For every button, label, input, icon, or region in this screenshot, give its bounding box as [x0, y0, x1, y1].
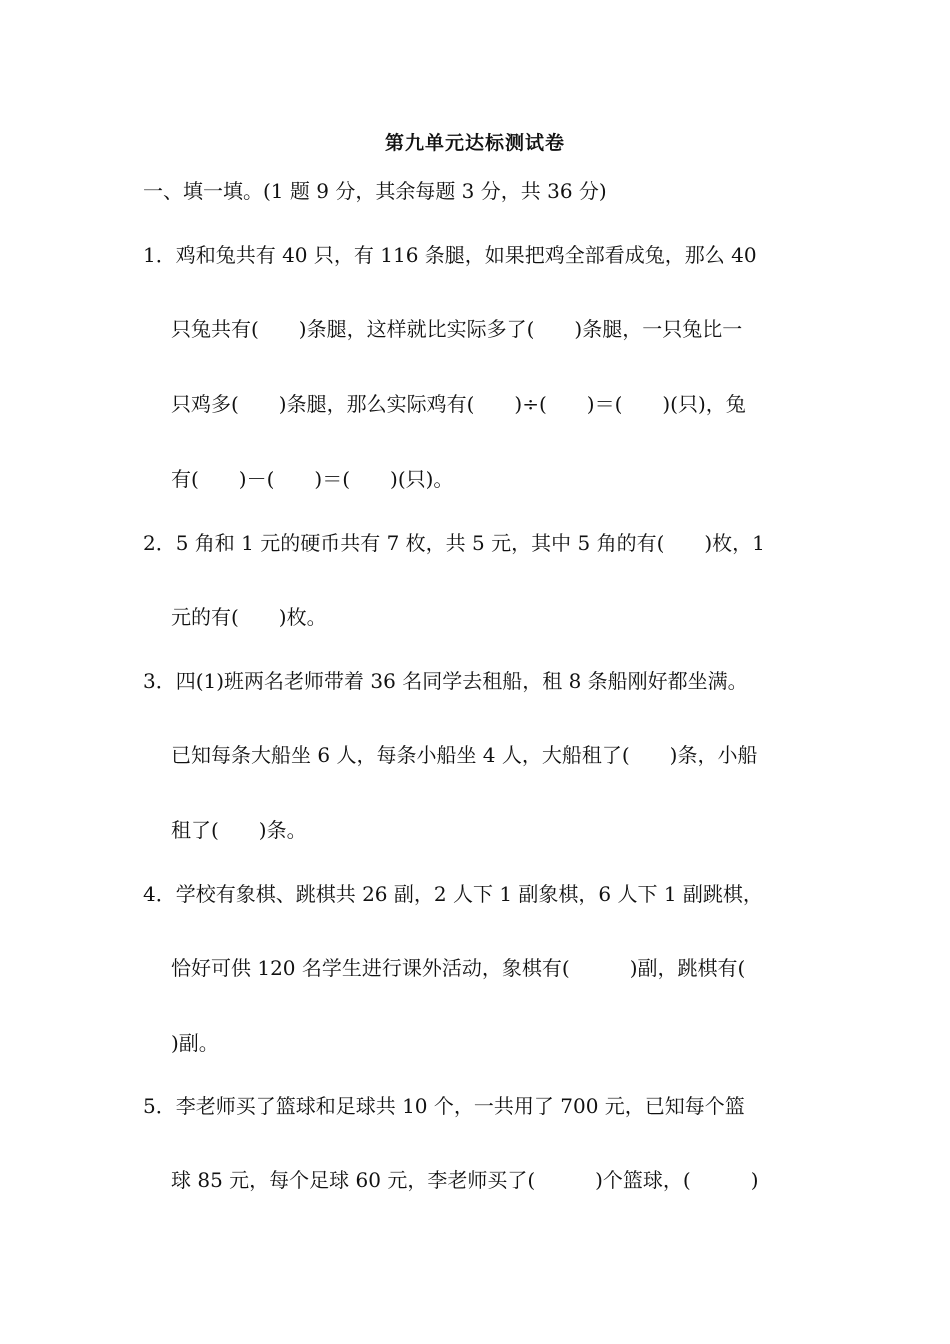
question-3-line-2: 已知每条大船坐 6 人，每条小船坐 4 人，大船租了( )条，小船 [171, 743, 758, 767]
question-1-line-2: 只兔共有( )条腿，这样就比实际多了( )条腿，一只兔比一 [171, 317, 743, 341]
question-4-line-1: 4．学校有象棋、跳棋共 26 副，2 人下 1 副象棋，6 人下 1 副跳棋， [143, 882, 763, 906]
question-3-line-1: 3．四(1)班两名老师带着 36 名同学去租船，租 8 条船刚好都坐满。 [143, 669, 748, 693]
page-title: 第九单元达标测试卷 [384, 132, 565, 154]
question-4-line-2: 恰好可供 120 名学生进行课外活动，象棋有( )副，跳棋有( [171, 956, 746, 980]
question-2-line-2: 元的有( )枚。 [171, 605, 327, 629]
section-heading: 一、填一填。(1 题 9 分，其余每题 3 分，共 36 分) [143, 179, 607, 203]
question-2-line-1: 2．5 角和 1 元的硬币共有 7 枚，共 5 元，其中 5 角的有( )枚，1 [143, 531, 765, 555]
question-1-line-3: 只鸡多( )条腿，那么实际鸡有( )÷( )＝( )(只)，兔 [171, 392, 746, 416]
question-5-line-2: 球 85 元，每个足球 60 元，李老师买了( )个篮球，( ) [171, 1168, 759, 1192]
question-1-line-1: 1．鸡和兔共有 40 只，有 116 条腿，如果把鸡全部看成兔，那么 40 [143, 243, 757, 267]
question-1-line-4: 有( )－( )＝( )(只)。 [171, 467, 454, 491]
question-3-line-3: 租了( )条。 [171, 818, 307, 842]
question-4-line-3: )副。 [171, 1031, 219, 1055]
question-5-line-1: 5．李老师买了篮球和足球共 10 个，一共用了 700 元，已知每个篮 [143, 1094, 745, 1118]
